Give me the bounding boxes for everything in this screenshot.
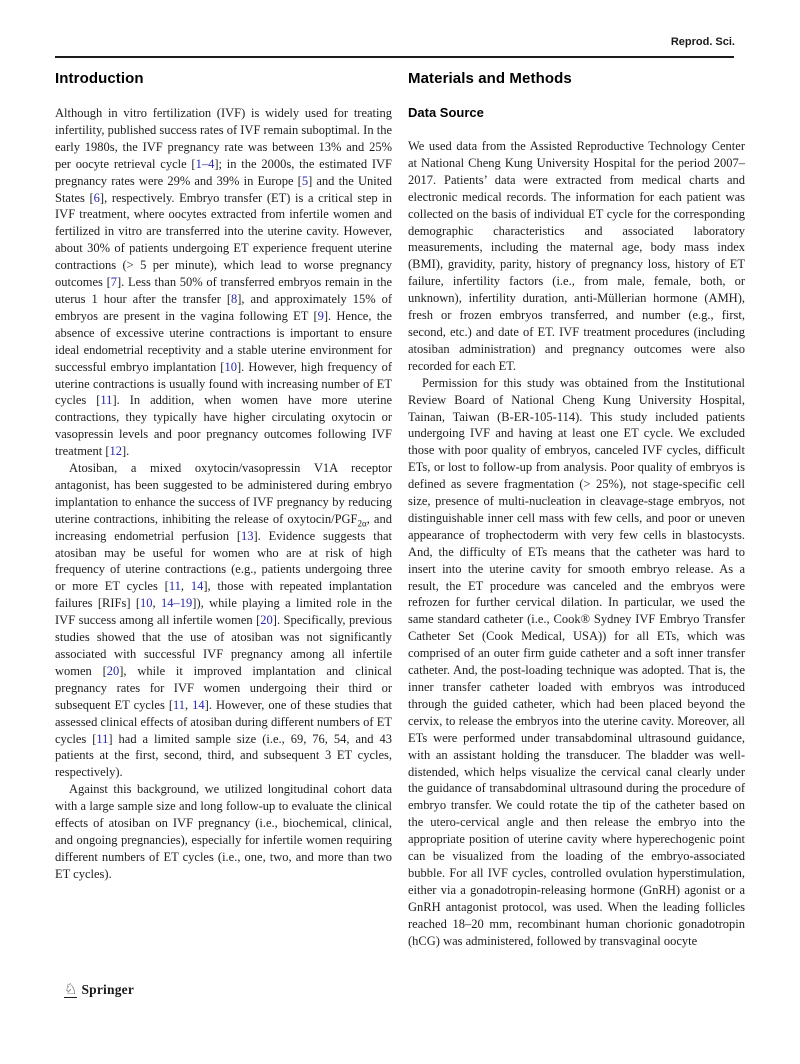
- subscript-text: 2α: [357, 518, 367, 529]
- running-head: Reprod. Sci.: [670, 36, 735, 48]
- subsection-heading-data-source: Data Source: [408, 105, 484, 120]
- paragraph: Although in vitro fertilization (IVF) is widely used for treating infertility, published success rates of IVF remain suboptimal. In the early 1980s, the IVF pregnancy rate was between 13% and 25% per oocyte retrieval cycle [1–4]; in the 2000s, the estimated IVF pregnancy rates were 29% and 39% in Europe [5] and the United States [6], respectively. Embryo transfer (ET) is a critical step in IVF treatment, where oocytes extracted from infertile women and fertilized in vitro are transferred into the uterine cavity. However, about 30% of patients undergoing ET experience frequent uterine contractions (> 5 per minute), which lead to worse pregnancy outcomes [7]. Less than 50% of transferred embryos remain in the uterus 1 hour after the transfer [8], and approximately 15% of embryos are present in the vagina following ET [9]. Hence, the absence of excessive uterine contractions is important to ensure ideal endometrial receptivity and a stable uterine environment for successful embryo implantation [10]. However, high frequency of uterine contractions is usually found with increasing number of ET cycles [11]. In addition, when women have more uterine contractions, they typically have higher circulating oxytocin or vasopressin levels and poor pregnancy outcomes following IVF treatment [12].: [55, 106, 392, 459]
- paragraph: Permission for this study was obtained from the Institutional Review Board of National Cheng Kung University Hospital, Tainan, Taiwan (B-ER-105-114). This study included patients undergoing IVF and having at least one ET cycle. We excluded those with poor quality of embryos, canceled IVF cycles, difficult ETs, or lost to follow-up from analysis. Poor quality of embryos is defined as severe fragmentation (> 25%), not stage-specific cell size, presence of multi-nucleation in cleavage-stage embryos, not distinguishable inner cell mass with few cells, and poor or uneven appearance of trophectoderm with very few cells in blastocysts. And, the difficulty of ETs means that the catheter was hard to insert into the uterine cavity for smooth embryo release. As a result, the ET procedure was canceled and the embryos were refrozen for further cervical dilation. In particular, we used the same standard catheter (i.e., Cook® Sydney IVF Embryo Transfer Catheter Set (Cook Medical, USA)) for all ETs, which was comprised of an outer firm guide catheter and a soft inner transfer catheter. And, the post-loading technique was adopted. That is, the inner transfer catheter loaded with embryos was introduced through the guided catheter, which had been placed beyond the cervix, to release the embryos into the uterine cavity. Moreover, all ETs were performed under transabdominal ultrasound guidance, with an assistant holding the transducer. The bladder was well-distended, which helps visualize the cervical canal clearly under the guidance of transabdominal ultrasound during the procedure of embryo transfer. We could rotate the tip of the catheter based on the utero-cervical angle and then release the embryo into the appropriate position of uterine cavity where hyperechogenic point can be visualized from the loading of the embryo-associated bubble. For all IVF cycles, controlled ovulation hyperstimulation, either via a gonadotropin-releasing hormone (GnRH) agonist or a GnRH antagonist protocol, was used. When the leading follicles reached 18–20 mm, recombinant human chorionic gonadotropin (hCG) was administered, followed by transvaginal oocyte: [408, 375, 745, 948]
- springer-logo: [64, 982, 134, 998]
- citation-link[interactable]: 12: [109, 444, 122, 459]
- citation-link[interactable]: 1–4: [195, 156, 215, 171]
- citation-link[interactable]: 8: [231, 291, 238, 306]
- citation-link[interactable]: 10: [140, 596, 153, 611]
- citation-link[interactable]: 13: [241, 528, 254, 543]
- section-heading-materials-and-methods: Materials and Methods: [408, 70, 572, 87]
- section-heading-introduction: Introduction: [55, 70, 144, 87]
- header-rule: [55, 56, 734, 58]
- paragraph: Against this background, we utilized longitudinal cohort data with a large sample size and long follow-up to evaluate the clinical effects of atosiban on IVF pregnancy (i.e., biochemical, clinical, and ongoing pregnancies), especially for infertile women requiring different numbers of ET cycles (i.e., one, two, and more than two ET cycles).: [55, 782, 392, 881]
- paragraph: We used data from the Assisted Reproductive Technology Center at National Cheng Kung University Hospital for the period 2007–2017. Patients’ data were extracted from medical charts and electronic medical records. The information for each patient was collected on the basis of individual ET cycle for the corresponding demographic characteristics and associated laboratory measurements, including the maternal age, body mass index (BMI), gravidity, parity, history of pregnancy loss, history of ET failure, infertility factors (i.e., from male, female, both, or unknown), infertility duration, anti-Müllerian hormone (AMH), fresh or frozen embryos transferred, and number (e.g., first, second, etc.) and date of ET. IVF treatment procedures (including atosiban administration) and pregnancy outcomes were also recorded for each ET.: [408, 139, 745, 373]
- springer-knight-icon: ♘: [64, 980, 78, 998]
- citation-link[interactable]: 20: [260, 613, 273, 628]
- citation-link[interactable]: 6: [93, 190, 100, 205]
- citation-link[interactable]: 11: [168, 579, 181, 594]
- right-column: [408, 70, 745, 950]
- citation-link[interactable]: 11: [96, 731, 109, 746]
- two-column-body: [55, 70, 745, 950]
- citation-link[interactable]: 20: [106, 663, 120, 678]
- citation-link[interactable]: 9: [317, 308, 324, 323]
- citation-link[interactable]: 10: [224, 359, 237, 374]
- paragraph: Atosiban, a mixed oxytocin/vasopressin V1A receptor antagonist, has been suggested to be administered during embryo implantation to enhance the success of IVF pregnancy by reducing uterine contractions, inhibiting the release of oxytocin/$PGF_{2\alpha}$, and increasing endometrial perfusion [13]. Evidence suggests that atosiban may be useful for women who are at risk of high frequency of uterine contractions (e.g., patients undergoing three or more ET cycles [11, 14], those with repeated implantation failures [RIFs] [10, 14–19]), while playing a limited role in the IVF success among all infertile women [20]. Specifically, previous studies showed that the use of atosiban was not significantly associated with successful IVF pregnancy among all infertile women [20], while it improved implantation and clinical pregnancy rates for IVF women undergoing their third or subsequent ET cycles [11, 14]. However, one of these studies that assessed clinical effects of atosiban during different numbers of ET cycles [11] had a limited sample size (i.e., 69, 76, 54, and 43 patients at the first, second, third, and subsequent 3 ET cycles, respectively).: [55, 461, 392, 780]
- left-column: [55, 70, 392, 950]
- citation-link[interactable]: 5: [301, 173, 309, 188]
- introduction-paragraphs: [55, 105, 392, 883]
- citation-link[interactable]: 11: [172, 697, 186, 712]
- data-source-paragraphs: [408, 138, 745, 950]
- citation-link[interactable]: 14: [192, 697, 205, 712]
- citation-link[interactable]: 11: [100, 393, 113, 408]
- citation-link[interactable]: 14–19: [161, 596, 193, 611]
- citation-link[interactable]: 14: [190, 579, 204, 594]
- publisher-name: Springer: [81, 982, 135, 997]
- citation-link[interactable]: 7: [110, 275, 117, 290]
